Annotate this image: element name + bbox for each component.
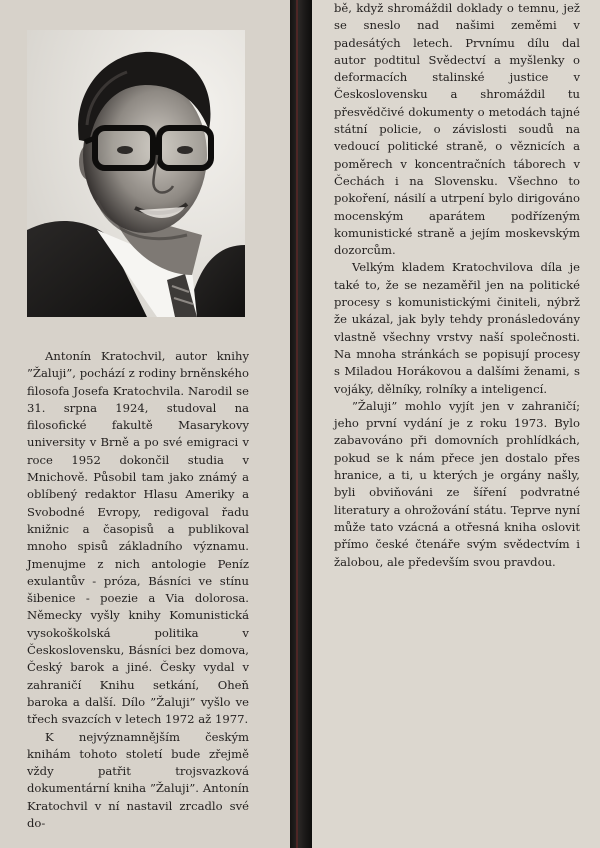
- right-flap: [312, 0, 600, 848]
- left-paragraph-2: K nejvýznamnějším českým knihám tohoto století bude zřejmě vždy patřit trojsvazková dokumentární kniha ”Žaluji”. Antonín Kratochvil v ní nastavil zrcadlo své do-: [27, 729, 249, 831]
- fold-edge: [296, 0, 298, 848]
- left-paragraph-1: Antonín Kratochvil, autor knihy ”Žaluji”, pochází z rodiny brněnského filosofa Josefa Kratochvila. Narodil se 31. srpna 1924, studoval na filosofické fakultě Masarykovy university v Brně a po své emigraci v roce 1952 dokončil studia v Mnichově. Působil tam jako známý a oblíbený redaktor Hlasu Ameriky a Svobodné Evropy, redigoval řadu knižnic a časopisů a publikoval mnoho spisů základního významu. Jmenujme z nich antologie Peníz exulantův - próza, Básníci ve stínu šibenice - poezie a Via dolorosa. Německy vyšly knihy Komunistická vysokoškolská politika v Československu, Básníci bez domova, Český barok a jiné. Česky vydal v zahraničí Knihu setkání, Oheň baroka a další. Dílo ”Žaluji” vyšlo ve třech svazcích v letech 1972 až 1977.: [27, 349, 249, 727]
- right-column-text: [334, 0, 580, 571]
- author-portrait-photo: [27, 30, 245, 317]
- author-portrait-illustration: [27, 30, 245, 317]
- left-flap: [0, 0, 290, 848]
- book-fold: [290, 0, 312, 848]
- right-paragraph-3: ”Žaluji” mohlo vyjít jen v zahraničí; jeho první vydání je z roku 1973. Bylo zabavováno při domovních prohlídkách, pokud se k nám přece jen dostalo přes hranice, a ti, u kterých je orgány našly, byli obviňováni ze šíření podvratné literatury a ohrožování státu. Teprve nyní může tato vzácná a otřesná kniha oslovit přímo české čtenáře svým svědectvím i žalobou, ale především svou pravdou.: [334, 398, 580, 569]
- right-paragraph-1: bě, když shromáždil doklady o temnu, jež se sneslo nad našimi zeměmi v padesátých letech. Prvnímu dílu dal autor podtitul Svědectví a myšlenky o deformacích stalinské justice v Československu a shromáždil tu přesvědčivé dokumenty o metodách tajné státní policie, o závislosti soudů na vedoucí politické straně, o věznicích a poměrech v koncentračních táborech v Čechách i na Slovensku. Všechno to pokoření, násilí a utrpení bylo dirigováno mocenským aparátem podřízeným komunistické straně a jejím moskevským dozorcům.: [334, 1, 580, 258]
- right-paragraph-2: Velkým kladem Kratochvilova díla je také to, že se nezaměřil jen na politické procesy s komunistickými činiteli, nýbrž že ukázal, jak byly tehdy pronásledovány vlastně všechny vrstvy naší společnosti. Na mnoha stránkách se popisují procesy s Miladou Horákovou a dalšími ženami, s vojáky, dělníky, rolníky a inteligencí.: [334, 260, 580, 396]
- left-column-text: [27, 348, 249, 832]
